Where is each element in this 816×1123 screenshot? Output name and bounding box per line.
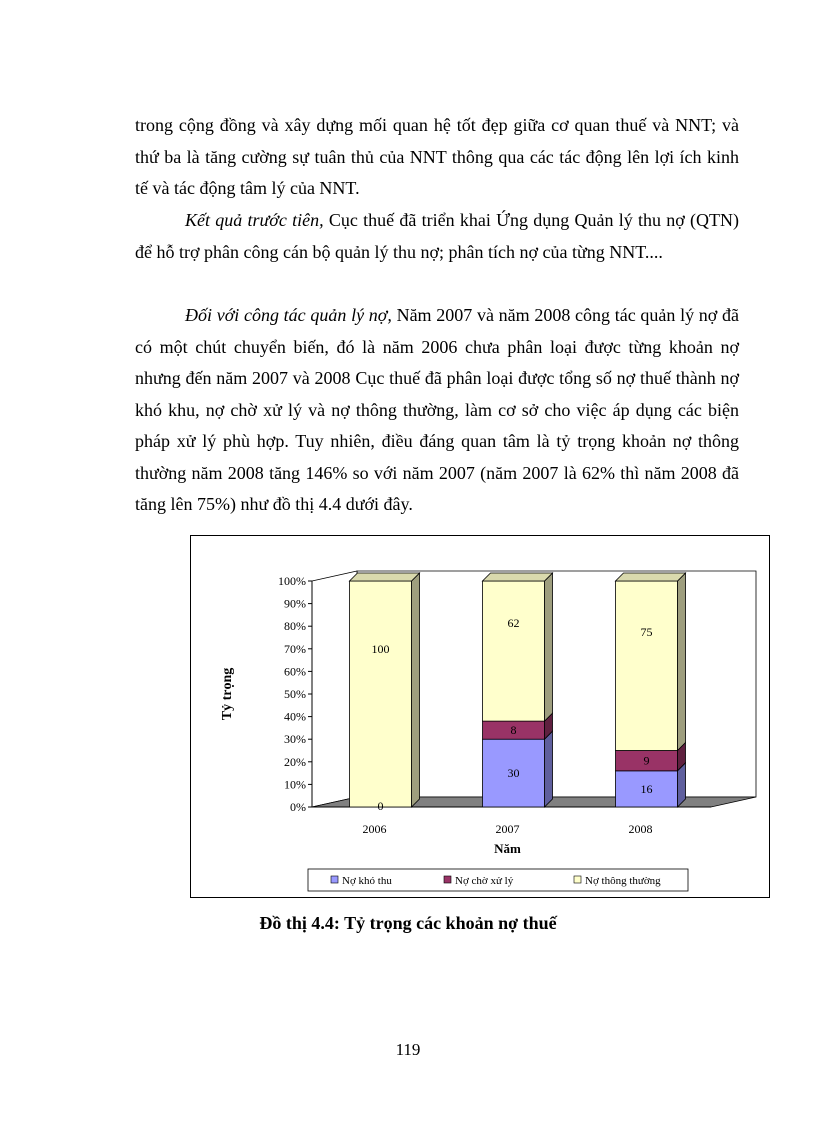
bar-segment-side: [678, 573, 686, 751]
bar-segment-side: [545, 573, 553, 721]
legend-label: Nợ khó thu: [342, 875, 392, 887]
y-tick-label: 10%: [284, 777, 306, 792]
bar-segment-side: [412, 573, 420, 807]
legend-label: Nợ thông thường: [585, 875, 661, 887]
y-tick-label: 30%: [284, 732, 306, 747]
data-label: 16: [640, 781, 653, 796]
legend-swatch: [331, 876, 338, 883]
data-label: 100: [371, 641, 390, 656]
x-tick-label: 2008: [628, 822, 653, 836]
y-tick-label: 60%: [284, 664, 306, 679]
paragraph-2-text: Cục thuế đã triển khai Ứng dụng Quản lý thu nợ (QTN) để hỗ trợ phân công cán bộ quản lý thu nợ; phân tích nợ của từng NNT....: [135, 210, 740, 262]
y-tick-label: 70%: [284, 641, 306, 656]
y-tick-label: 80%: [284, 619, 306, 634]
y-tick-label: 50%: [284, 687, 306, 701]
data-label: 9: [643, 753, 650, 768]
x-tick-label: 2006: [362, 822, 387, 836]
data-label: 8: [510, 723, 517, 738]
paragraph-3: [135, 300, 739, 521]
paragraph-2-lead: Kết quả trước tiên,: [185, 210, 324, 230]
bar-segment-side: [545, 731, 553, 807]
paragraph-1-text: trong cộng đồng và xây dựng mối quan hệ tốt đẹp giữa cơ quan thuế và NNT; và thứ ba là tăng cường sự tuân thủ của NNT thông qua các tác động lên lợi ích kinh tế và tác động tâm lý của NNT.: [135, 115, 739, 198]
data-label: 0: [377, 799, 384, 813]
figure-caption: Đồ thị 4.4: Tỷ trọng các khoản nợ thuế: [259, 913, 557, 933]
bar-top-face: [616, 573, 686, 581]
data-label: 30: [507, 766, 520, 781]
y-tick-label: 100%: [278, 574, 306, 588]
paragraph-3-lead: Đối với công tác quản lý nợ,: [185, 305, 392, 325]
legend-swatch: [574, 876, 581, 883]
paragraph-2: [135, 205, 739, 268]
y-tick-label: 20%: [284, 754, 306, 769]
bar-top-face: [483, 573, 553, 581]
stacked-bar-chart: [191, 536, 769, 897]
y-tick-label: 0%: [290, 800, 306, 814]
paragraph-3-text: Năm 2007 và năm 2008 công tác quản lý nợ đã có một chút chuyển biến, đó là năm 2006 chưa phân loại được từng khoản nợ nhưng đến năm 2007 và 2008 Cục thuế đã phân loại được tổng số nợ thuế thành nợ khó khu, nợ chờ xử lý và nợ thông thường, làm cơ sở cho việc áp dụng các biện pháp xử lý phù hợp. Tuy nhiên, điều đáng quan tâm là tỷ trọng khoản nợ thông thường năm 2008 tăng 146% so với năm 2007 (năm 2007 là 62% thì năm 2008 đã tăng lên 75%) như đồ thị 4.4 dưới đây.: [135, 305, 739, 514]
bar-segment-front: [483, 581, 545, 721]
legend-swatch: [444, 876, 451, 883]
bar-segment-front: [616, 581, 678, 751]
data-label: 62: [507, 616, 520, 631]
paragraph-1: [135, 110, 739, 205]
data-label: 75: [640, 624, 653, 639]
x-axis-title: Năm: [494, 841, 521, 856]
chart-frame: [190, 535, 770, 898]
x-tick-label: 2007: [495, 822, 520, 836]
y-tick-label: 40%: [284, 709, 306, 724]
page-number: 119: [395, 1040, 421, 1059]
legend-label: Nợ chờ xử lý: [455, 875, 514, 887]
y-tick-label: 90%: [284, 596, 306, 611]
y-axis-title: Tỷ trọng: [220, 667, 235, 721]
bar-top-face: [350, 573, 420, 581]
bar-segment-front: [350, 581, 412, 807]
